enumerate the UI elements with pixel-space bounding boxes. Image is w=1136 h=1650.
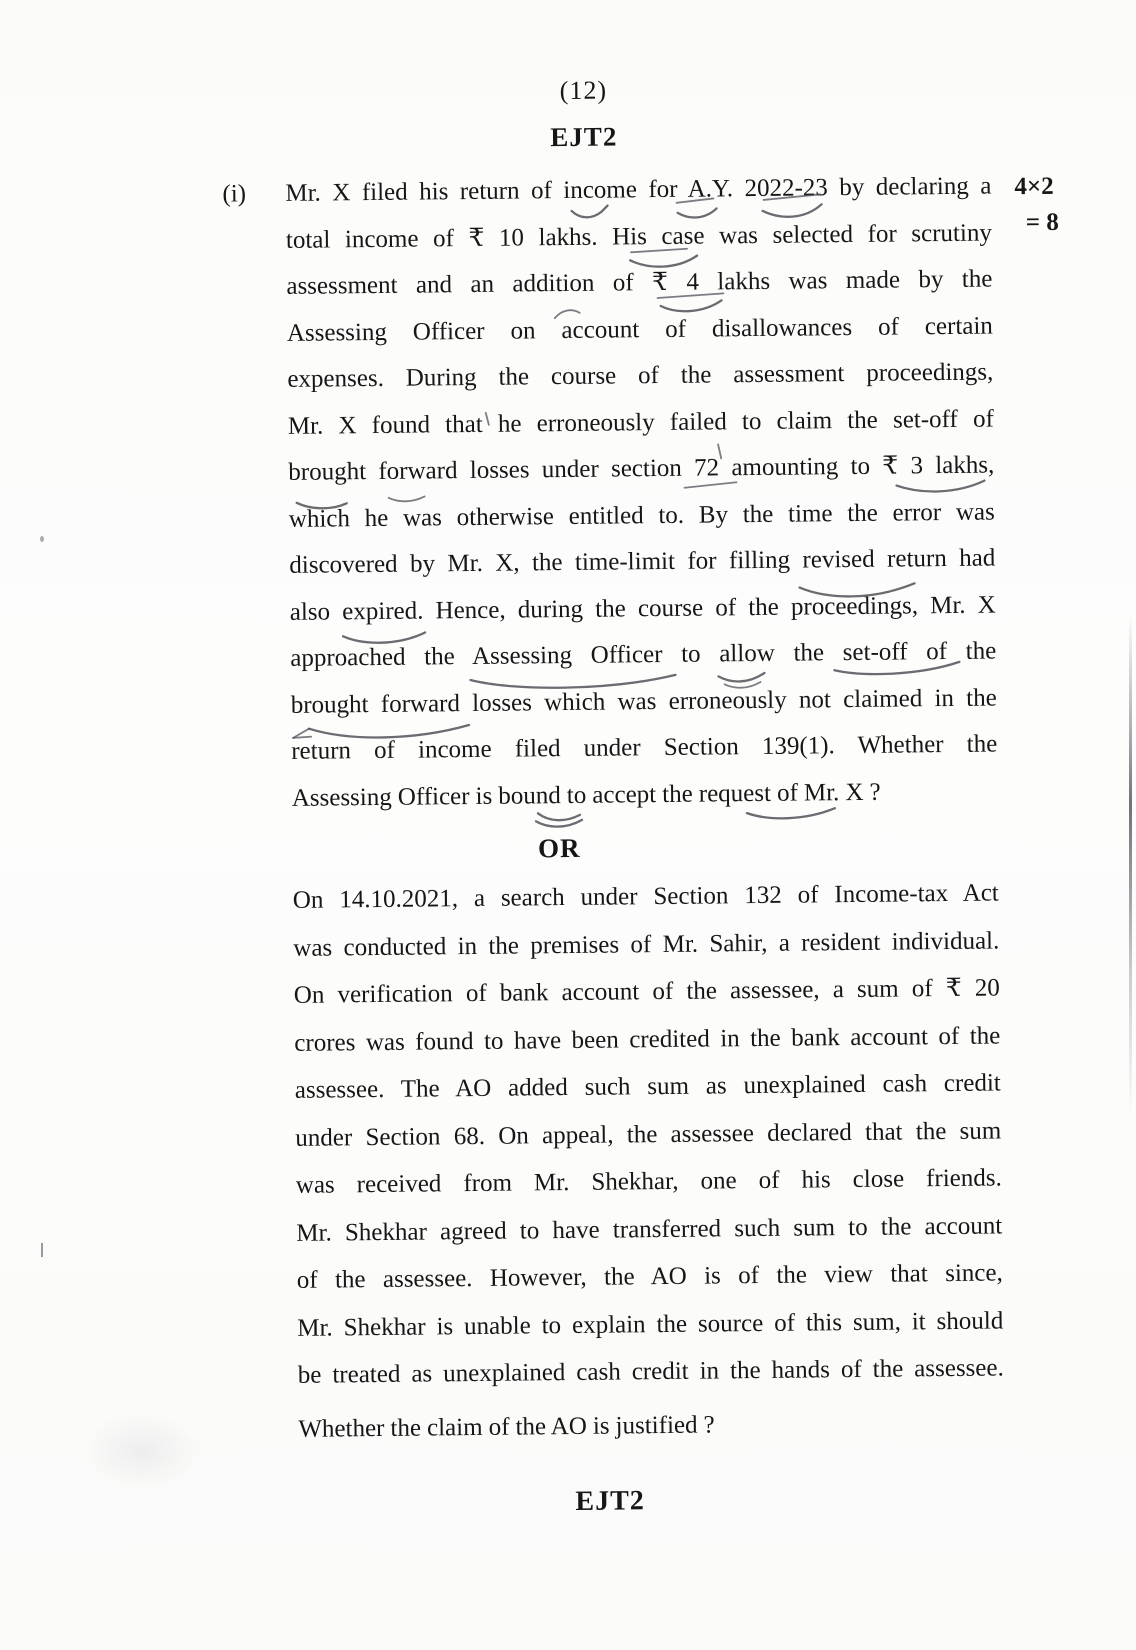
pen-swoosh-bound-2 bbox=[536, 820, 582, 827]
marks-allocation-line2: = 8 bbox=[1025, 208, 1059, 237]
question-text-line: Mr. Shekhar is unable to explain the source of this sum, it should bbox=[297, 1306, 1004, 1342]
question-text-line: expenses. During the course of the assessment proceedings, bbox=[287, 358, 994, 393]
question-text-line: also expired. Hence, during the course of the proceedings, Mr. X bbox=[289, 591, 996, 626]
header-exam-code: EJT2 bbox=[550, 121, 618, 153]
question-text-line: assessment and an addition of ₹ 4 lakhs was made by the bbox=[286, 265, 993, 300]
question-text-line: under Section 68. On appeal, the assessee declared that the sum bbox=[295, 1116, 1002, 1152]
question-text-line: Whether the claim of the AO is justified ? bbox=[298, 1410, 715, 1443]
question-text-line: Mr. X found that he erroneously failed to claim the set-off of bbox=[287, 405, 994, 440]
question-text-line: brought forward losses under section 72 amounting to ₹ 3 lakhs, bbox=[288, 451, 995, 486]
question-text-line: Assessing Officer is bound to accept the request of Mr. X ? bbox=[291, 778, 881, 812]
question-text-line: brought forward losses which was erroneously not claimed in the bbox=[290, 684, 997, 719]
question-text-line: crores was found to have been credited in the bank account of the bbox=[294, 1021, 1001, 1057]
question-text-line: discovered by Mr. X, the time-limit for filling revised return had bbox=[289, 544, 996, 579]
question-text-line: Mr. Shekhar agreed to have transferred such sum to the account bbox=[296, 1211, 1003, 1247]
question-text-line: be treated as unexplained cash credit in the hands of the assessee. bbox=[297, 1354, 1004, 1389]
scan-edge-artifact bbox=[1129, 616, 1132, 1114]
question-text-line: On verification of bank account of the assessee, a sum of ₹ 20 bbox=[293, 974, 1000, 1009]
page-number: (12) bbox=[559, 75, 608, 106]
scan-smudge bbox=[82, 1412, 202, 1490]
footer-exam-code: EJT2 bbox=[575, 1485, 645, 1517]
question-number-label: (i) bbox=[222, 180, 247, 208]
question-text-line: was received from Mr. Shekhar, one of his close friends. bbox=[295, 1164, 1002, 1199]
scan-margin-tick bbox=[41, 1243, 43, 1257]
question-text-line: return of income filed under Section 139(1). Whether the bbox=[291, 730, 998, 765]
question-text-line: Assessing Officer on account of disallowances of certain bbox=[286, 312, 993, 347]
question-text-line: approached the Assessing Officer to allow the set-off of the bbox=[290, 637, 997, 672]
or-separator: OR bbox=[537, 832, 581, 864]
question-text-line: was conducted in the premises of Mr. Sahir, a resident individual. bbox=[293, 926, 1000, 962]
marks-allocation-line1: 4×2 bbox=[1014, 172, 1054, 201]
question-text-line: total income of ₹ 10 lakhs. His case was selected for scrutiny bbox=[285, 219, 993, 254]
question-text-line: Mr. X filed his return of income for A.Y. 2022-23 by declaring a bbox=[285, 172, 992, 207]
question-text-line: which he was otherwise entitled to. By the time the error was bbox=[288, 498, 995, 533]
question-part2-text bbox=[293, 869, 1005, 1452]
question-text-line: assessee. The AO added such sum as unexplained cash credit bbox=[294, 1069, 1001, 1104]
scan-margin-dot bbox=[40, 536, 44, 542]
question-text-line: On 14.10.2021, a search under Section 132 of Income-tax Act bbox=[292, 879, 999, 914]
question-text-line: of the assessee. However, the AO is of the view that since, bbox=[296, 1259, 1003, 1294]
question-part1-text bbox=[285, 164, 998, 822]
